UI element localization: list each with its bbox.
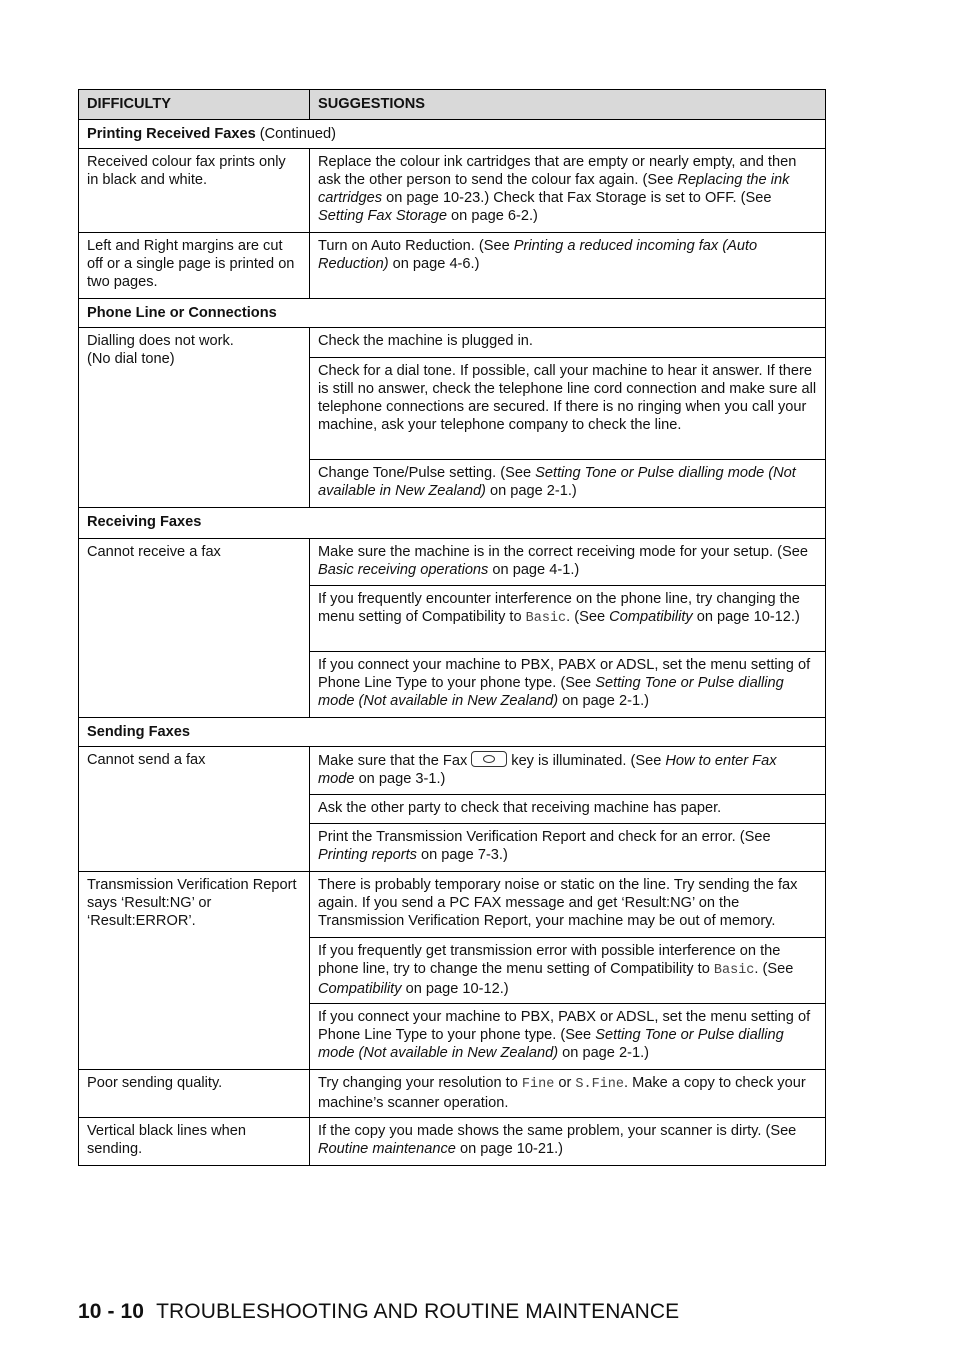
menu-value: Fine [521,1077,555,1092]
suggestion-text: If the copy you made shows the same problem, your scanner is dirty. (See [318,1123,797,1139]
suggestion-cell: Ask the other party to check that receiving machine has paper. [310,795,826,824]
troubleshooting-table [78,89,826,1166]
section-sending-faxes: Sending Faxes [79,718,826,747]
section-receiving-faxes: Receiving Faxes [79,508,826,539]
reference-link: How to enter Fax mode [318,753,777,787]
reference-link: Routine maintenance [318,1141,456,1157]
table-row [79,747,826,795]
page-footer [78,1300,679,1324]
difficulty-cell: Poor sending quality. [79,1070,310,1118]
chapter-title: TROUBLESHOOTING AND ROUTINE MAINTENANCE [156,1300,680,1323]
table-row [79,539,826,586]
header-suggestions: SUGGESTIONS [310,90,826,120]
difficulty-cell: Vertical black lines when sending. [79,1118,310,1166]
suggestion-text: . (See [754,961,794,977]
suggestion-text: Print the Transmission Verification Report and check for an error. (See [318,829,771,845]
suggestion-text: on page 2-1.) [558,693,649,709]
section-printing-received-faxes [79,120,826,149]
suggestion-text: on page 10-12.) [692,609,800,625]
reference-link: Compatibility [609,609,693,625]
reference-link: Setting Tone or Pulse dialling mode (Not available in New Zealand) [318,675,784,709]
suggestion-text: If you frequently get transmission error with possible interference on the phone line, try to change the menu setting of Compatibility to [318,943,781,977]
suggestion-text: Change Tone/Pulse setting. (See [318,465,536,481]
suggestion-text: If you frequently encounter interference on the phone line, try changing the menu setting of Compatibility to [318,591,800,625]
reference-link: Basic receiving operations [318,562,489,578]
difficulty-cell: Received colour fax prints only in black and white. [79,149,310,233]
reference-link: Replacing the ink cartridges [318,172,790,206]
reference-link: Setting Tone or Pulse dialling mode (Not available in New Zealand) [318,465,796,499]
suggestion-cell [310,1004,826,1070]
page-number: 10 - 10 [78,1300,145,1323]
table-row [79,328,826,358]
suggestion-text: or [554,1075,576,1091]
menu-value: Basic [713,963,755,978]
suggestion-text: Make sure that the Fax [318,753,468,769]
reference-link: Compatibility [318,981,402,997]
suggestion-cell: Check for a dial tone. If possible, call your machine to hear it answer. If there is still no answer, check the telephone line cord connection and make sure all telephone connections are secured. If there is no ringing when you call your machine, ask your telephone company to check the line. [310,358,826,460]
section-row [79,120,826,149]
suggestion-text: . (See [566,609,610,625]
menu-value: Basic [525,611,567,626]
suggestion-cell [310,233,826,299]
reference-link: Setting Tone or Pulse dialling mode (Not available in New Zealand) [318,1027,784,1061]
section-row [79,508,826,539]
suggestion-cell [310,652,826,718]
difficulty-cell: Transmission Verification Report says ‘Result:NG’ or ‘Result:ERROR’. [79,872,310,1070]
difficulty-cell: Cannot send a fax [79,747,310,872]
table-row [79,1118,826,1166]
suggestion-text: Replace the colour ink cartridges that are empty or nearly empty, and then ask the other person to send the colour fax again. (See [318,154,797,188]
reference-link: Printing reports [318,847,417,863]
suggestion-text: on page 6-2.) [447,208,538,224]
suggestion-cell [310,1070,826,1118]
section-title: Printing Received Faxes [87,126,256,142]
difficulty-text: (No dial tone) [87,351,175,367]
section-row [79,718,826,747]
suggestion-text: on page 10-12.) [401,981,509,997]
suggestion-text: If you connect your machine to PBX, PABX or ADSL, set the menu setting of Phone Line Type to your phone type. (See [318,1009,811,1043]
suggestion-text: If you connect your machine to PBX, PABX or ADSL, set the menu setting of Phone Line Type to your phone type. (See [318,657,811,691]
reference-link: Printing a reduced incoming fax (Auto Reduction) [318,238,758,272]
table-row [79,233,826,299]
menu-value: S.Fine [575,1077,624,1092]
suggestion-cell [310,938,826,1004]
suggestion-cell [310,586,826,652]
suggestion-cell [310,747,826,795]
suggestion-text: . Make a copy to check your machine’s scanner operation. [318,1075,806,1111]
difficulty-cell: Cannot receive a fax [79,539,310,718]
suggestion-text: Turn on Auto Reduction. (See [318,238,514,254]
suggestion-text: on page 2-1.) [558,1045,649,1061]
suggestion-text: on page 4-6.) [388,256,480,272]
section-phone-line: Phone Line or Connections [79,299,826,328]
table-header-row [79,90,826,120]
table-row [79,1070,826,1118]
suggestion-text: on page 2-1.) [485,483,577,499]
suggestion-cell [310,824,826,872]
suggestion-text: Try changing your resolution to [318,1075,522,1091]
table-row [79,872,826,938]
header-difficulty: DIFFICULTY [79,90,310,120]
difficulty-text: Dialling does not work. [87,333,234,349]
suggestion-text: on page 3-1.) [354,771,446,787]
suggestion-cell [310,460,826,508]
section-title-suffix: (Continued) [255,126,337,142]
suggestion-cell [310,149,826,233]
suggestion-text: on page 7-3.) [416,847,508,863]
fax-key-icon [471,751,507,767]
reference-link: Setting Fax Storage [318,208,447,224]
suggestion-text: on page 10-23.) Check that Fax Storage is set to OFF. (See [382,190,772,206]
suggestion-cell: Check the machine is plugged in. [310,328,826,358]
suggestion-text: on page 10-21.) [455,1141,564,1157]
suggestion-text: Make sure the machine is in the correct receiving mode for your setup. (See [318,544,808,560]
difficulty-cell [79,328,310,508]
difficulty-cell: Left and Right margins are cut off or a single page is printed on two pages. [79,233,310,299]
suggestion-cell: There is probably temporary noise or static on the line. Try sending the fax again. If you send a PC FAX message and get ‘Result:NG’ on the Transmission Verification Report, your machine may be out of memory. [310,872,826,938]
section-row [79,299,826,328]
suggestion-text: key is illuminated. (See [511,753,666,769]
table-row [79,149,826,233]
suggestion-text: on page 4-1.) [488,562,580,578]
suggestion-cell [310,539,826,586]
suggestion-cell [310,1118,826,1166]
